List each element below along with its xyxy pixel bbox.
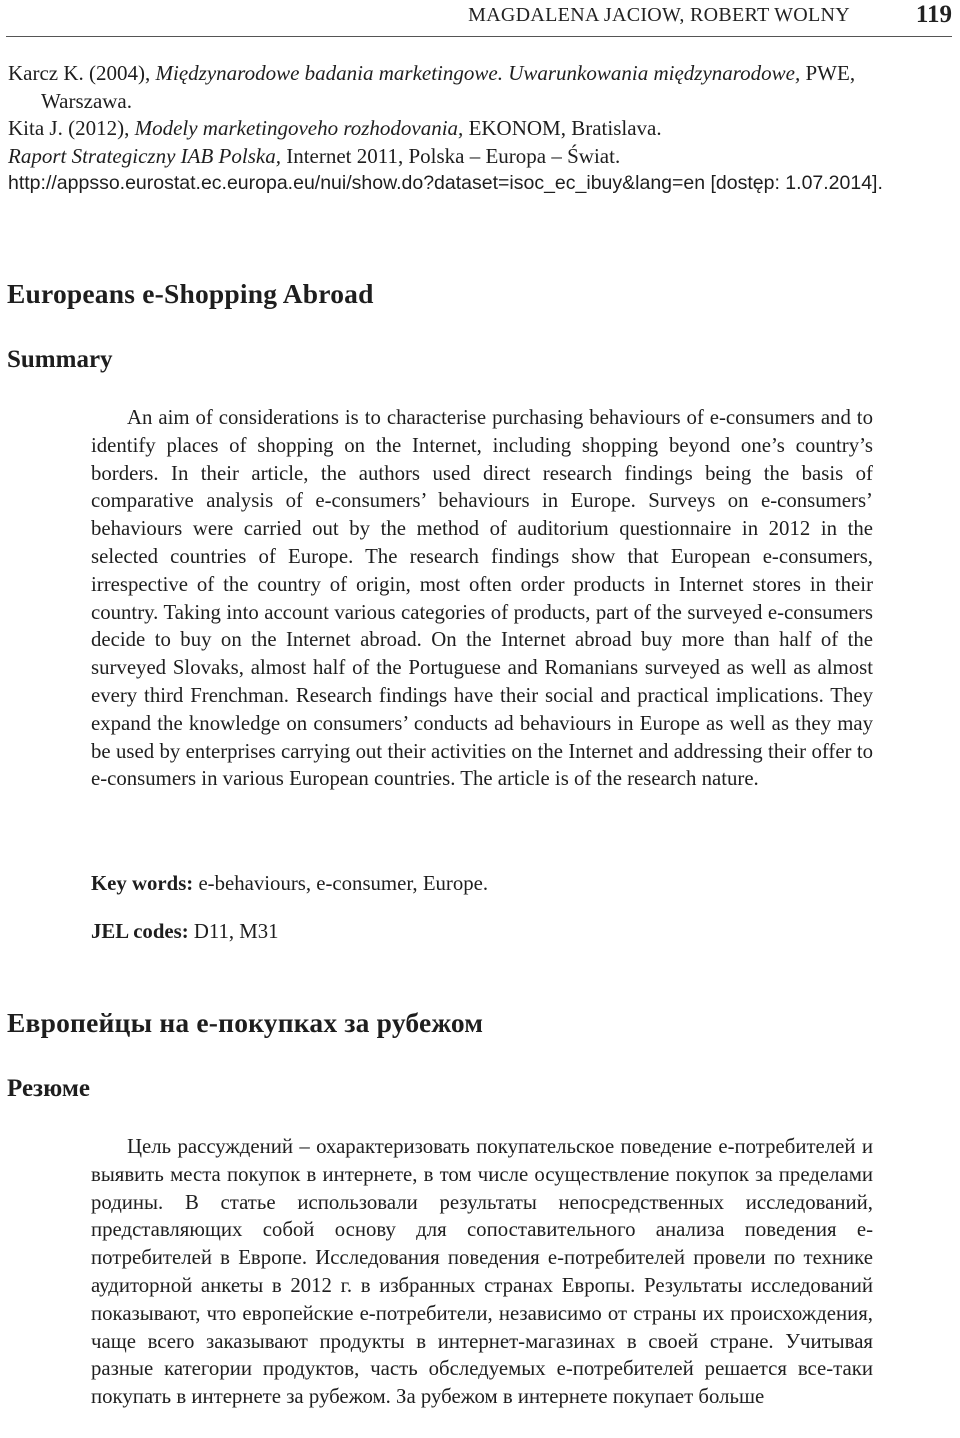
reference-title: Raport Strategiczny IAB Polska, xyxy=(8,143,281,168)
running-header-authors: MAGDALENA JACIOW, ROBERT WOLNY xyxy=(468,4,850,26)
reference-author-year: Kita J. (2012), xyxy=(8,116,135,140)
english-jel-codes xyxy=(91,920,279,944)
reference-item xyxy=(8,143,948,171)
russian-summary-heading: Резюме xyxy=(7,1075,90,1102)
reference-list xyxy=(8,60,948,198)
english-keywords xyxy=(91,872,488,896)
russian-title: Европейцы на е-покупках за рубежом xyxy=(7,1007,484,1038)
russian-abstract: Цель рассуждений – охарактеризовать покупательское поведение е-потребителей и выявить места покупок в интернете, в том числе осуществление покупок за пределами родины. В статье использовали результаты непосредственных исследований, представляющих собой основу для сопоставительного анализа поведения е-потребителей в Европе. Исследования поведения е-потребителей провели по технике аудиторной анкеты в 2012 г. в избранных странах Европы. Результаты исследований показывают, что европейские е-потребители, независимо от страны их происхождения, чаще всего заказывают продукты в интернет-магазинах в своей стране. Учитывая разные категории продуктов, часть обследуемых е-потребителей решается все-таки покупать в интернете за рубежом. За рубежом в интернете покупает больше xyxy=(91,1135,873,1409)
keywords-label: Key words: xyxy=(91,872,194,895)
jel-codes-value: D11, M31 xyxy=(188,920,279,943)
running-header xyxy=(6,0,952,37)
page-number: 119 xyxy=(915,1,952,28)
reference-publisher: EKONOM, Bratislava. xyxy=(463,116,662,140)
reference-title: Modely marketingoveho rozhodovania, xyxy=(134,116,464,140)
english-summary-heading: Summary xyxy=(7,346,113,373)
reference-author-year: Karcz K. (2004), xyxy=(8,61,156,85)
reference-publisher: PWE, Warszawa. xyxy=(41,61,856,113)
reference-publisher: Internet 2011, Polska – Europa – Świat. xyxy=(280,143,621,168)
english-title: Europeans e-Shopping Abroad xyxy=(7,278,374,309)
keywords-value: e-behaviours, e-consumer, Europe. xyxy=(193,872,489,895)
reference-title: Międzynarodowe badania marketingowe. Uwarunkowania międzynarodowe, xyxy=(155,61,801,85)
jel-codes-label: JEL codes: xyxy=(91,920,189,943)
english-abstract: An aim of considerations is to characterise purchasing behaviours of e-consumers and to identify places of shopping on the Internet, including shopping beyond one’s country’s borders. In their article, the authors used direct research findings being the basis of comparative analysis of e-consumers’ behaviours in Europe. Surveys on e-consumers’ behaviours were carried out by the method of auditorium questionnaire in 2012 in the selected countries of Europe. The research findings show that European e-consumers, irrespective of the country of origin, most often order products in Internet stores in their country. Taking into account various categories of products, part of the surveyed e-consumers decide to buy on the Internet abroad. On the Internet abroad buy more than half of the surveyed Slovaks, almost half of the Portuguese and Romanians surveyed as well as almost every third Frenchman. Research findings have their social and practical implications. They expand the knowledge on consumers’ conducts ad behaviours in Europe as well as they may be used by enterprises carrying out their activities on the Internet and addressing their offer to e-consumers in various European countries. The article is of the research nature. xyxy=(91,406,873,791)
reference-item xyxy=(8,115,948,143)
reference-url: http://appsso.eurostat.ec.europa.eu/nui/show.do?dataset=isoc_ec_ibuy&lang=en [dostęp: 1.07.2014]. xyxy=(8,172,883,194)
reference-item xyxy=(8,60,948,115)
